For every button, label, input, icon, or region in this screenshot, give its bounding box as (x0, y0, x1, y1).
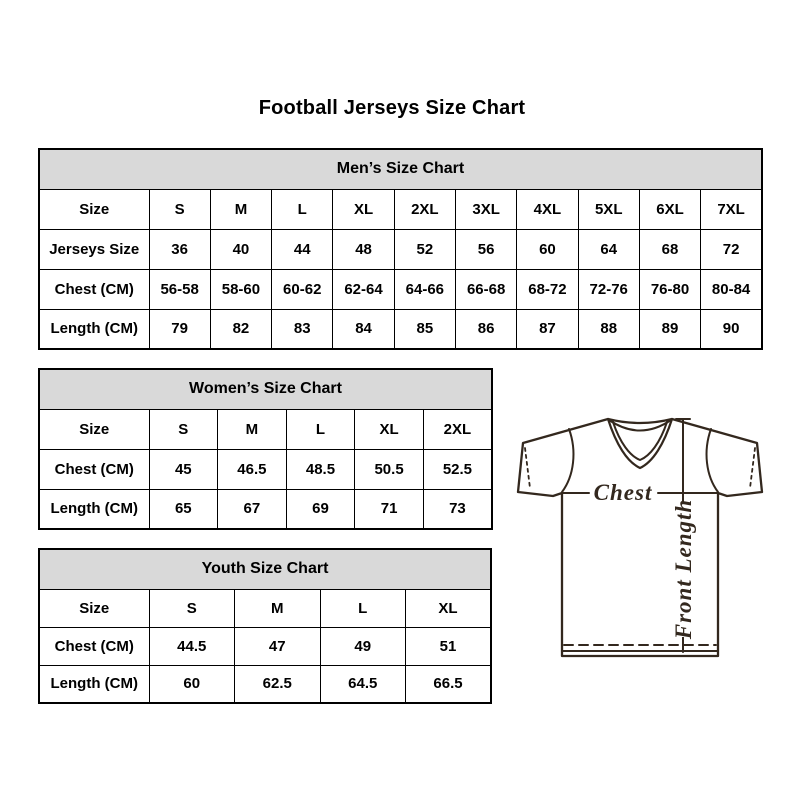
table-title: Women’s Size Chart (39, 369, 492, 409)
cell-value: 85 (394, 309, 455, 349)
table-row (39, 489, 492, 529)
table-row (39, 589, 491, 627)
cell-value: 62-64 (333, 269, 394, 309)
cell-value: 44.5 (149, 627, 235, 665)
cell-value: 76-80 (639, 269, 700, 309)
table-row (39, 449, 492, 489)
table-row (39, 627, 491, 665)
cell-value: 84 (333, 309, 394, 349)
cell-value: S (149, 189, 210, 229)
cell-value: XL (406, 589, 492, 627)
cell-value: 7XL (701, 189, 762, 229)
cell-value: 51 (406, 627, 492, 665)
cell-value: 47 (235, 627, 321, 665)
table-row (39, 665, 491, 703)
cell-value: 83 (272, 309, 333, 349)
cell-value: 36 (149, 229, 210, 269)
cell-value: 72 (701, 229, 762, 269)
cell-value: L (272, 189, 333, 229)
table-title: Youth Size Chart (39, 549, 491, 589)
cell-value: L (320, 589, 406, 627)
jersey-diagram-svg (505, 396, 777, 688)
cell-value: 5XL (578, 189, 639, 229)
cell-value: 48.5 (286, 449, 355, 489)
table-title: Men’s Size Chart (39, 149, 762, 189)
cell-value: 2XL (423, 409, 492, 449)
cell-value: 64.5 (320, 665, 406, 703)
row-label: Size (39, 409, 149, 449)
cell-value: 60 (149, 665, 235, 703)
row-label: Length (CM) (39, 489, 149, 529)
cell-value: 80-84 (701, 269, 762, 309)
cell-value: 50.5 (355, 449, 424, 489)
right-armhole-seam (707, 429, 718, 492)
cell-value: 58-60 (210, 269, 271, 309)
front-length-measure-label: Front Length (671, 498, 696, 640)
right-cuff-stitch-line (750, 448, 755, 488)
cell-value: 87 (517, 309, 578, 349)
row-label: Length (CM) (39, 665, 149, 703)
chest-measure-label: Chest (593, 480, 653, 505)
cell-value: 66.5 (406, 665, 492, 703)
cell-value: 67 (218, 489, 287, 529)
row-label: Length (CM) (39, 309, 149, 349)
cell-value: 64 (578, 229, 639, 269)
cell-value: 68-72 (517, 269, 578, 309)
jersey-measurement-diagram (505, 396, 777, 688)
table-row (39, 189, 762, 229)
table-title-row (39, 369, 492, 409)
table-row (39, 269, 762, 309)
cell-value: 86 (455, 309, 516, 349)
cell-value: 52.5 (423, 449, 492, 489)
cell-value: 73 (423, 489, 492, 529)
collar-v-inner-line (613, 422, 667, 460)
cell-value: S (149, 589, 235, 627)
youth-size-table (38, 548, 492, 704)
cell-value: 56 (455, 229, 516, 269)
row-label: Chest (CM) (39, 627, 149, 665)
row-label: Size (39, 589, 149, 627)
cell-value: M (210, 189, 271, 229)
jersey-outline-group (518, 419, 762, 656)
cell-value: 88 (578, 309, 639, 349)
cell-value: 60-62 (272, 269, 333, 309)
table-row (39, 409, 492, 449)
cell-value: 6XL (639, 189, 700, 229)
cell-value: 89 (639, 309, 700, 349)
cell-value: 4XL (517, 189, 578, 229)
table-title-row (39, 549, 491, 589)
row-label: Size (39, 189, 149, 229)
cell-value: 65 (149, 489, 218, 529)
row-label: Chest (CM) (39, 269, 149, 309)
table-row (39, 229, 762, 269)
cell-value: 44 (272, 229, 333, 269)
cell-value: 69 (286, 489, 355, 529)
row-label: Chest (CM) (39, 449, 149, 489)
cell-value: 68 (639, 229, 700, 269)
cell-value: 79 (149, 309, 210, 349)
cell-value: 90 (701, 309, 762, 349)
cell-value: 72-76 (578, 269, 639, 309)
cell-value: M (235, 589, 321, 627)
cell-value: 62.5 (235, 665, 321, 703)
table-title-row (39, 149, 762, 189)
cell-value: L (286, 409, 355, 449)
cell-value: 60 (517, 229, 578, 269)
row-label: Jerseys Size (39, 229, 149, 269)
cell-value: 40 (210, 229, 271, 269)
cell-value: 48 (333, 229, 394, 269)
jersey-body-outline (518, 419, 762, 656)
cell-value: 56-58 (149, 269, 210, 309)
table-row (39, 309, 762, 349)
page-title: Football Jerseys Size Chart (258, 97, 526, 119)
womens-size-table (38, 368, 493, 530)
left-armhole-seam (562, 429, 573, 492)
left-cuff-stitch-line (525, 448, 530, 488)
cell-value: 49 (320, 627, 406, 665)
cell-value: M (218, 409, 287, 449)
cell-value: 3XL (455, 189, 516, 229)
cell-value: 64-66 (394, 269, 455, 309)
cell-value: 52 (394, 229, 455, 269)
cell-value: XL (355, 409, 424, 449)
cell-value: 71 (355, 489, 424, 529)
cell-value: 66-68 (455, 269, 516, 309)
cell-value: 82 (210, 309, 271, 349)
cell-value: 46.5 (218, 449, 287, 489)
cell-value: XL (333, 189, 394, 229)
cell-value: S (149, 409, 218, 449)
cell-value: 45 (149, 449, 218, 489)
mens-size-table (38, 148, 763, 350)
cell-value: 2XL (394, 189, 455, 229)
